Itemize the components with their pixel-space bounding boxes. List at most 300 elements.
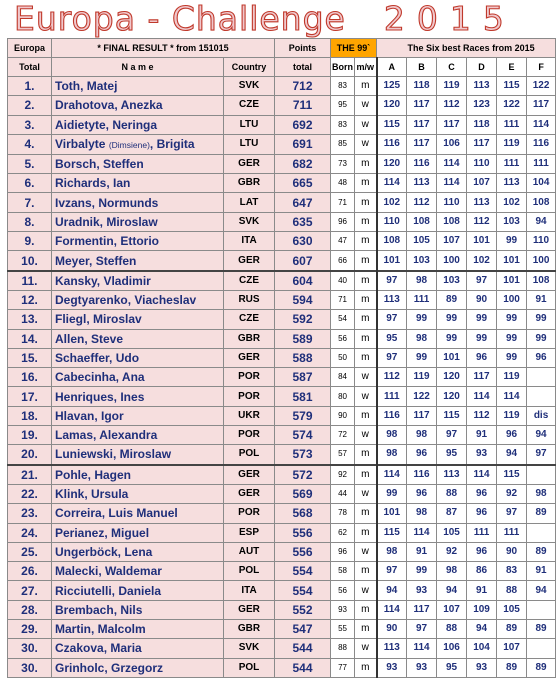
country-cell: UKR: [224, 406, 275, 425]
score-cell: 113: [467, 77, 497, 96]
table-row: [8, 193, 556, 212]
score-cell: 111: [467, 523, 497, 542]
score-cell: 101: [497, 271, 527, 291]
athlete-name: Aidietyte, Neringa: [52, 115, 224, 134]
country-cell: LTU: [224, 115, 275, 134]
country-cell: GER: [224, 600, 275, 619]
score-cell: 97: [377, 271, 407, 291]
header-country: Country: [224, 58, 275, 77]
gender-cell: m: [355, 174, 377, 193]
score-cell: 111: [497, 523, 527, 542]
table-row: [8, 387, 556, 406]
score-cell: 112: [437, 96, 467, 115]
header-col-d: D: [467, 58, 497, 77]
score-cell: [527, 465, 556, 485]
country-cell: LAT: [224, 193, 275, 212]
score-cell: 98: [527, 484, 556, 503]
score-cell: 103: [497, 212, 527, 231]
score-cell: 111: [497, 154, 527, 173]
rank-cell: 29.: [8, 620, 52, 639]
score-cell: 118: [407, 77, 437, 96]
score-cell: 98: [377, 542, 407, 561]
athlete-name: Allen, Steve: [52, 329, 224, 348]
score-cell: 117: [467, 134, 497, 154]
score-cell: 91: [527, 290, 556, 309]
table-row: [8, 504, 556, 523]
table-row: [8, 290, 556, 309]
score-cell: 116: [377, 406, 407, 425]
score-cell: 110: [437, 193, 467, 212]
points-cell: 594: [275, 290, 331, 309]
gender-cell: w: [355, 134, 377, 154]
athlete-name-maiden: (Dimsiene): [108, 139, 150, 150]
gender-cell: m: [355, 504, 377, 523]
gender-cell: m: [355, 212, 377, 231]
born-cell: 56: [331, 329, 355, 348]
points-cell: 647: [275, 193, 331, 212]
table-row: [8, 542, 556, 561]
born-cell: 95: [331, 96, 355, 115]
score-cell: 108: [437, 212, 467, 231]
score-cell: 120: [437, 368, 467, 387]
score-cell: 120: [377, 96, 407, 115]
score-cell: 94: [527, 212, 556, 231]
header-final-result: * FINAL RESULT * from 151015: [52, 39, 275, 58]
score-cell: 108: [377, 232, 407, 251]
score-cell: 112: [467, 406, 497, 425]
gender-cell: w: [355, 542, 377, 561]
score-cell: 111: [497, 115, 527, 134]
score-cell: 117: [407, 96, 437, 115]
athlete-name: Degtyarenko, Viacheslav: [52, 290, 224, 309]
score-cell: 116: [377, 134, 407, 154]
score-cell: 98: [377, 445, 407, 465]
table-row: [8, 134, 556, 154]
score-cell: 114: [527, 115, 556, 134]
rank-cell: 10.: [8, 251, 52, 271]
table-row: [8, 212, 556, 231]
score-cell: 102: [497, 193, 527, 212]
rank-cell: 23.: [8, 504, 52, 523]
score-cell: 110: [377, 212, 407, 231]
athlete-name: Uradnik, Miroslaw: [52, 212, 224, 231]
gender-cell: w: [355, 426, 377, 445]
gender-cell: m: [355, 271, 377, 291]
points-cell: 692: [275, 115, 331, 134]
score-cell: 103: [437, 271, 467, 291]
points-cell: 682: [275, 154, 331, 173]
header-total: Total: [8, 58, 52, 77]
rank-cell: 17.: [8, 387, 52, 406]
rank-cell: 30.: [8, 658, 52, 677]
athlete-name: Pohle, Hagen: [52, 465, 224, 485]
athlete-name: Grinholc, Grzegorz: [52, 658, 224, 677]
score-cell: 109: [467, 600, 497, 619]
score-cell: 91: [467, 581, 497, 600]
score-cell: 114: [437, 154, 467, 173]
athlete-name: [52, 134, 224, 154]
score-cell: 117: [527, 96, 556, 115]
score-cell: 93: [407, 581, 437, 600]
athlete-name: Cabecinha, Ana: [52, 368, 224, 387]
score-cell: 86: [467, 562, 497, 581]
score-cell: 104: [527, 174, 556, 193]
page-title: [0, 0, 560, 37]
table-row: [8, 562, 556, 581]
score-cell: 122: [527, 77, 556, 96]
score-cell: [527, 368, 556, 387]
score-cell: 107: [437, 232, 467, 251]
score-cell: 107: [437, 600, 467, 619]
score-cell: 114: [467, 465, 497, 485]
gender-cell: m: [355, 290, 377, 309]
country-cell: SVK: [224, 212, 275, 231]
header-row-2: [8, 58, 556, 77]
score-cell: 94: [527, 581, 556, 600]
athlete-name: Ivzans, Normunds: [52, 193, 224, 212]
athlete-name: Formentin, Ettorio: [52, 232, 224, 251]
score-cell: 99: [467, 310, 497, 329]
gender-cell: w: [355, 115, 377, 134]
points-cell: 572: [275, 465, 331, 485]
score-cell: dis: [527, 406, 556, 425]
gender-cell: m: [355, 154, 377, 173]
points-cell: 568: [275, 504, 331, 523]
score-cell: 99: [407, 310, 437, 329]
score-cell: 95: [437, 445, 467, 465]
gender-cell: m: [355, 406, 377, 425]
athlete-name: Ungerböck, Lena: [52, 542, 224, 561]
rank-cell: 11.: [8, 271, 52, 291]
score-cell: 96: [467, 504, 497, 523]
born-cell: 90: [331, 406, 355, 425]
score-cell: 94: [467, 620, 497, 639]
score-cell: 112: [407, 193, 437, 212]
table-row: [8, 465, 556, 485]
country-cell: POR: [224, 504, 275, 523]
score-cell: 117: [437, 115, 467, 134]
country-cell: ITA: [224, 232, 275, 251]
score-cell: 100: [437, 251, 467, 271]
table-row: [8, 406, 556, 425]
score-cell: 97: [497, 504, 527, 523]
athlete-name: Martin, Malcolm: [52, 620, 224, 639]
country-cell: SVK: [224, 77, 275, 96]
score-cell: 98: [407, 271, 437, 291]
rank-cell: 27.: [8, 581, 52, 600]
score-cell: 107: [467, 174, 497, 193]
score-cell: 115: [497, 77, 527, 96]
score-cell: 98: [407, 426, 437, 445]
score-cell: 114: [497, 387, 527, 406]
score-cell: 96: [497, 426, 527, 445]
table-row: [8, 368, 556, 387]
score-cell: 97: [377, 348, 407, 367]
score-cell: 123: [467, 96, 497, 115]
header-name: N a m e: [52, 58, 224, 77]
points-cell: 592: [275, 310, 331, 329]
born-cell: 73: [331, 154, 355, 173]
score-cell: 101: [467, 232, 497, 251]
country-cell: POL: [224, 658, 275, 677]
points-cell: 547: [275, 620, 331, 639]
header-born: Born: [331, 58, 355, 77]
gender-cell: m: [355, 620, 377, 639]
born-cell: 78: [331, 504, 355, 523]
gender-cell: w: [355, 96, 377, 115]
born-cell: 57: [331, 445, 355, 465]
gender-cell: m: [355, 232, 377, 251]
score-cell: 97: [437, 426, 467, 445]
table-row: [8, 445, 556, 465]
athlete-name: Perianez, Miguel: [52, 523, 224, 542]
score-cell: 101: [377, 504, 407, 523]
score-cell: 113: [407, 174, 437, 193]
score-cell: 105: [437, 523, 467, 542]
rank-cell: 20.: [8, 445, 52, 465]
score-cell: 119: [407, 368, 437, 387]
athlete-name: Lamas, Alexandra: [52, 426, 224, 445]
points-cell: 544: [275, 639, 331, 658]
score-cell: 95: [377, 329, 407, 348]
score-cell: 89: [497, 620, 527, 639]
country-cell: LTU: [224, 134, 275, 154]
gender-cell: m: [355, 193, 377, 212]
country-cell: GBR: [224, 174, 275, 193]
born-cell: 88: [331, 639, 355, 658]
gender-cell: m: [355, 523, 377, 542]
points-cell: 607: [275, 251, 331, 271]
athlete-name: Correira, Luis Manuel: [52, 504, 224, 523]
score-cell: 111: [527, 154, 556, 173]
country-cell: GER: [224, 348, 275, 367]
points-cell: 581: [275, 387, 331, 406]
score-cell: 88: [497, 581, 527, 600]
points-cell: 587: [275, 368, 331, 387]
score-cell: 83: [497, 562, 527, 581]
score-cell: 89: [527, 504, 556, 523]
athlete-name: Schaeffer, Udo: [52, 348, 224, 367]
rank-cell: 28.: [8, 600, 52, 619]
born-cell: 55: [331, 620, 355, 639]
athlete-name: Czakova, Maria: [52, 639, 224, 658]
points-cell: 635: [275, 212, 331, 231]
rank-cell: 1.: [8, 77, 52, 96]
score-cell: 114: [437, 174, 467, 193]
table-row: [8, 77, 556, 96]
country-cell: CZE: [224, 271, 275, 291]
table-row: [8, 115, 556, 134]
score-cell: [527, 387, 556, 406]
points-cell: 579: [275, 406, 331, 425]
score-cell: 96: [527, 348, 556, 367]
gender-cell: w: [355, 581, 377, 600]
score-cell: [527, 523, 556, 542]
score-cell: 105: [497, 600, 527, 619]
table-row: [8, 600, 556, 619]
header-points: Points: [275, 39, 331, 58]
score-cell: 91: [407, 542, 437, 561]
score-cell: 114: [467, 387, 497, 406]
results-table: [7, 38, 556, 678]
country-cell: CZE: [224, 96, 275, 115]
points-cell: 569: [275, 484, 331, 503]
table-row: [8, 251, 556, 271]
gender-cell: m: [355, 251, 377, 271]
points-cell: 554: [275, 562, 331, 581]
athlete-name: Brembach, Nils: [52, 600, 224, 619]
athlete-name: Fliegl, Miroslav: [52, 310, 224, 329]
score-cell: 112: [377, 368, 407, 387]
score-cell: 103: [407, 251, 437, 271]
score-cell: 111: [407, 290, 437, 309]
score-cell: 113: [377, 639, 407, 658]
athlete-name: Borsch, Steffen: [52, 154, 224, 173]
gender-cell: m: [355, 445, 377, 465]
born-cell: 96: [331, 212, 355, 231]
score-cell: 90: [467, 290, 497, 309]
athlete-name: Kansky, Vladimir: [52, 271, 224, 291]
score-cell: 94: [437, 581, 467, 600]
score-cell: 101: [437, 348, 467, 367]
table-row: [8, 581, 556, 600]
points-cell: 556: [275, 523, 331, 542]
country-cell: GBR: [224, 620, 275, 639]
athlete-name: Meyer, Steffen: [52, 251, 224, 271]
score-cell: 101: [377, 251, 407, 271]
score-cell: 97: [467, 271, 497, 291]
born-cell: 62: [331, 523, 355, 542]
score-cell: 114: [377, 600, 407, 619]
score-cell: 90: [377, 620, 407, 639]
gender-cell: w: [355, 387, 377, 406]
table-row: [8, 523, 556, 542]
score-cell: 99: [407, 562, 437, 581]
score-cell: 97: [407, 620, 437, 639]
born-cell: 84: [331, 368, 355, 387]
score-cell: 99: [497, 348, 527, 367]
score-cell: 89: [527, 620, 556, 639]
table-row: [8, 174, 556, 193]
score-cell: 94: [377, 581, 407, 600]
rank-cell: 24.: [8, 523, 52, 542]
score-cell: 93: [467, 445, 497, 465]
points-cell: 574: [275, 426, 331, 445]
score-cell: 115: [377, 523, 407, 542]
points-cell: 589: [275, 329, 331, 348]
score-cell: 98: [437, 562, 467, 581]
score-cell: 89: [527, 658, 556, 677]
points-cell: 711: [275, 96, 331, 115]
points-cell: 573: [275, 445, 331, 465]
points-cell: 552: [275, 600, 331, 619]
score-cell: 116: [527, 134, 556, 154]
score-cell: 99: [527, 329, 556, 348]
score-cell: 99: [437, 310, 467, 329]
born-cell: 71: [331, 193, 355, 212]
score-cell: 89: [437, 290, 467, 309]
country-cell: GER: [224, 251, 275, 271]
score-cell: 97: [527, 445, 556, 465]
born-cell: 72: [331, 426, 355, 445]
rank-cell: 2.: [8, 96, 52, 115]
table-row: [8, 348, 556, 367]
gender-cell: m: [355, 348, 377, 367]
header-row-1: [8, 39, 556, 58]
country-cell: GER: [224, 465, 275, 485]
gender-cell: m: [355, 77, 377, 96]
rank-cell: 14.: [8, 329, 52, 348]
score-cell: 113: [437, 465, 467, 485]
athlete-name: Richards, Ian: [52, 174, 224, 193]
score-cell: 114: [377, 174, 407, 193]
score-cell: 114: [407, 523, 437, 542]
country-cell: GBR: [224, 329, 275, 348]
rank-cell: 13.: [8, 310, 52, 329]
score-cell: 122: [407, 387, 437, 406]
rank-cell: 5.: [8, 154, 52, 173]
rank-cell: 30.: [8, 639, 52, 658]
table-row: [8, 271, 556, 291]
gender-cell: m: [355, 658, 377, 677]
rank-cell: 4.: [8, 134, 52, 154]
score-cell: 113: [497, 174, 527, 193]
rank-cell: 19.: [8, 426, 52, 445]
rank-cell: 15.: [8, 348, 52, 367]
score-cell: 115: [377, 115, 407, 134]
header-col-c: C: [437, 58, 467, 77]
score-cell: 101: [497, 251, 527, 271]
points-cell: 630: [275, 232, 331, 251]
points-cell: 588: [275, 348, 331, 367]
score-cell: 120: [377, 154, 407, 173]
score-cell: 108: [527, 193, 556, 212]
born-cell: 85: [331, 134, 355, 154]
born-cell: 93: [331, 600, 355, 619]
score-cell: 120: [437, 387, 467, 406]
score-cell: 125: [377, 77, 407, 96]
born-cell: 92: [331, 465, 355, 485]
born-cell: 83: [331, 77, 355, 96]
born-cell: 71: [331, 290, 355, 309]
athlete-name: Ricciutelli, Daniela: [52, 581, 224, 600]
score-cell: 87: [437, 504, 467, 523]
rank-cell: 26.: [8, 562, 52, 581]
score-cell: 93: [407, 658, 437, 677]
score-cell: 108: [527, 271, 556, 291]
country-cell: CZE: [224, 310, 275, 329]
points-cell: 691: [275, 134, 331, 154]
score-cell: 115: [497, 465, 527, 485]
score-cell: 98: [407, 329, 437, 348]
country-cell: ESP: [224, 523, 275, 542]
score-cell: 105: [407, 232, 437, 251]
rank-cell: 8.: [8, 212, 52, 231]
score-cell: 94: [527, 426, 556, 445]
score-cell: 119: [437, 77, 467, 96]
athlete-name: Toth, Matej: [52, 77, 224, 96]
table-row: [8, 329, 556, 348]
gender-cell: w: [355, 639, 377, 658]
header-six-best: The Six best Races from 2015: [377, 39, 556, 58]
score-cell: 98: [377, 426, 407, 445]
score-cell: 100: [497, 290, 527, 309]
score-cell: 117: [407, 115, 437, 134]
header-col-b: B: [407, 58, 437, 77]
born-cell: 83: [331, 115, 355, 134]
born-cell: 40: [331, 271, 355, 291]
gender-cell: w: [355, 368, 377, 387]
